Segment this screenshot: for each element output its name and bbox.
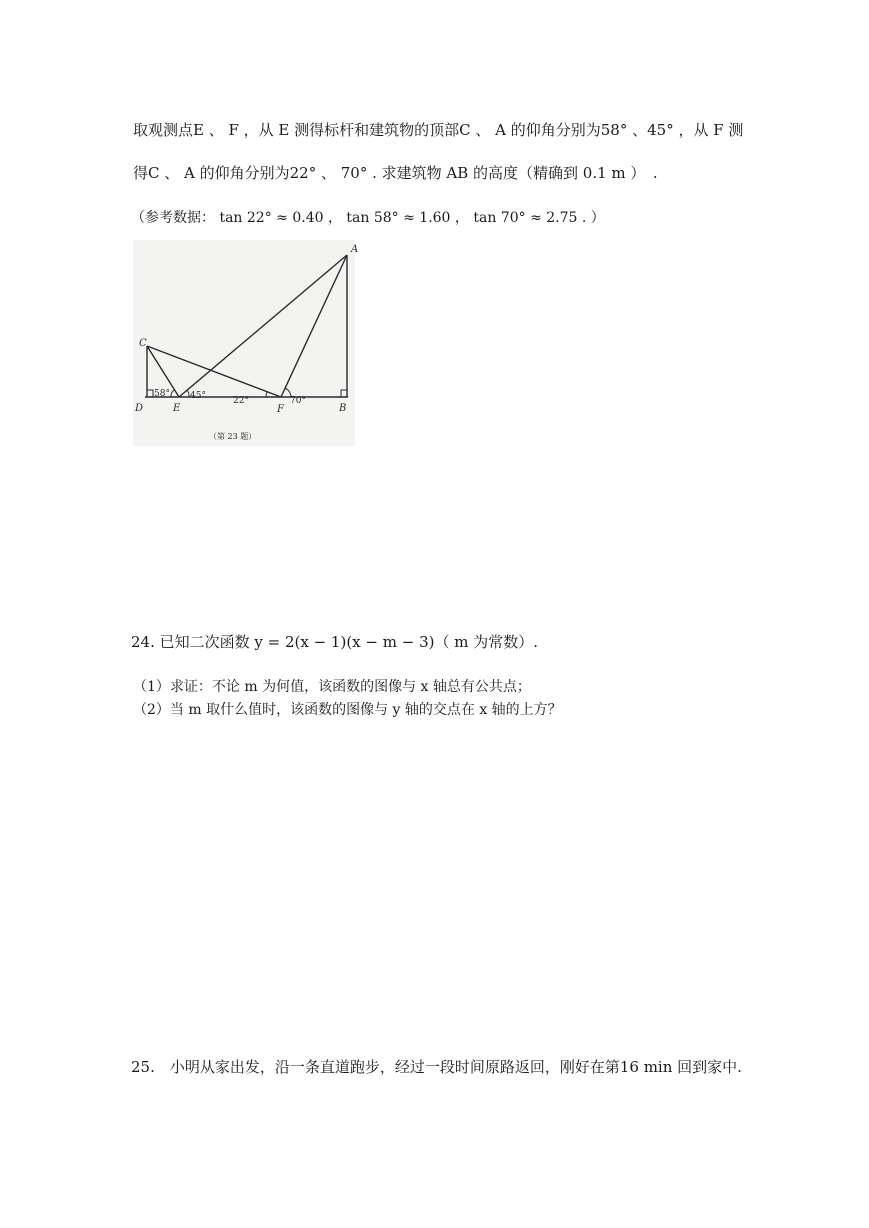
angle-label-22: 22° bbox=[233, 396, 249, 406]
q23-reference-data: （参考数据： tan 22° ≈ 0.40 ， tan 58° ≈ 1.60 ， tan 70° ≈ 2.75 . ） bbox=[131, 210, 605, 226]
figure-caption: （第 23 题） bbox=[209, 432, 257, 441]
q23-text-line-1: 取观测点E 、 F ，从 E 测得标杆和建筑物的顶部C 、 A 的仰角分别为58° 、45° ，从 F 测 bbox=[133, 121, 744, 139]
q23-figure bbox=[133, 240, 359, 446]
q25-stem: 25. 小明从家出发，沿一条直道跑步，经过一段时间原路返回，刚好在第16 min 回到家中. bbox=[131, 1058, 742, 1076]
arc-45 bbox=[187, 390, 189, 397]
q23-diagram bbox=[133, 240, 359, 446]
label-f: F bbox=[277, 404, 284, 415]
arc-58 bbox=[171, 390, 174, 397]
label-a: A bbox=[351, 244, 359, 255]
label-d: D bbox=[135, 403, 144, 414]
q24-part-2: （2）当 m 取什么值时，该函数的图像与 y 轴的交点在 x 轴的上方？ bbox=[133, 702, 562, 718]
right-angle-b bbox=[341, 390, 347, 397]
line-ea bbox=[179, 255, 347, 397]
q23-text-line-2: 得C 、 A 的仰角分别为22° 、 70° . 求建筑物 AB 的高度（精确到 0.1 m ） . bbox=[133, 164, 658, 182]
arc-22 bbox=[266, 392, 267, 397]
angle-label-58: 58° bbox=[154, 389, 170, 399]
label-e: E bbox=[173, 403, 181, 414]
label-b: B bbox=[339, 403, 347, 414]
label-c: C bbox=[139, 338, 147, 349]
q24-part-1: （1）求证：不论 m 为何值，该函数的图像与 x 轴总有公共点； bbox=[133, 679, 531, 695]
line-fa bbox=[281, 255, 347, 397]
right-angle-d bbox=[147, 390, 153, 397]
q24-stem: 24. 已知二次函数 y = 2(x − 1)(x − m − 3)（ m 为常数）. bbox=[131, 633, 538, 651]
angle-label-45: 45° bbox=[190, 391, 206, 401]
angle-label-70: 70° bbox=[290, 396, 306, 406]
